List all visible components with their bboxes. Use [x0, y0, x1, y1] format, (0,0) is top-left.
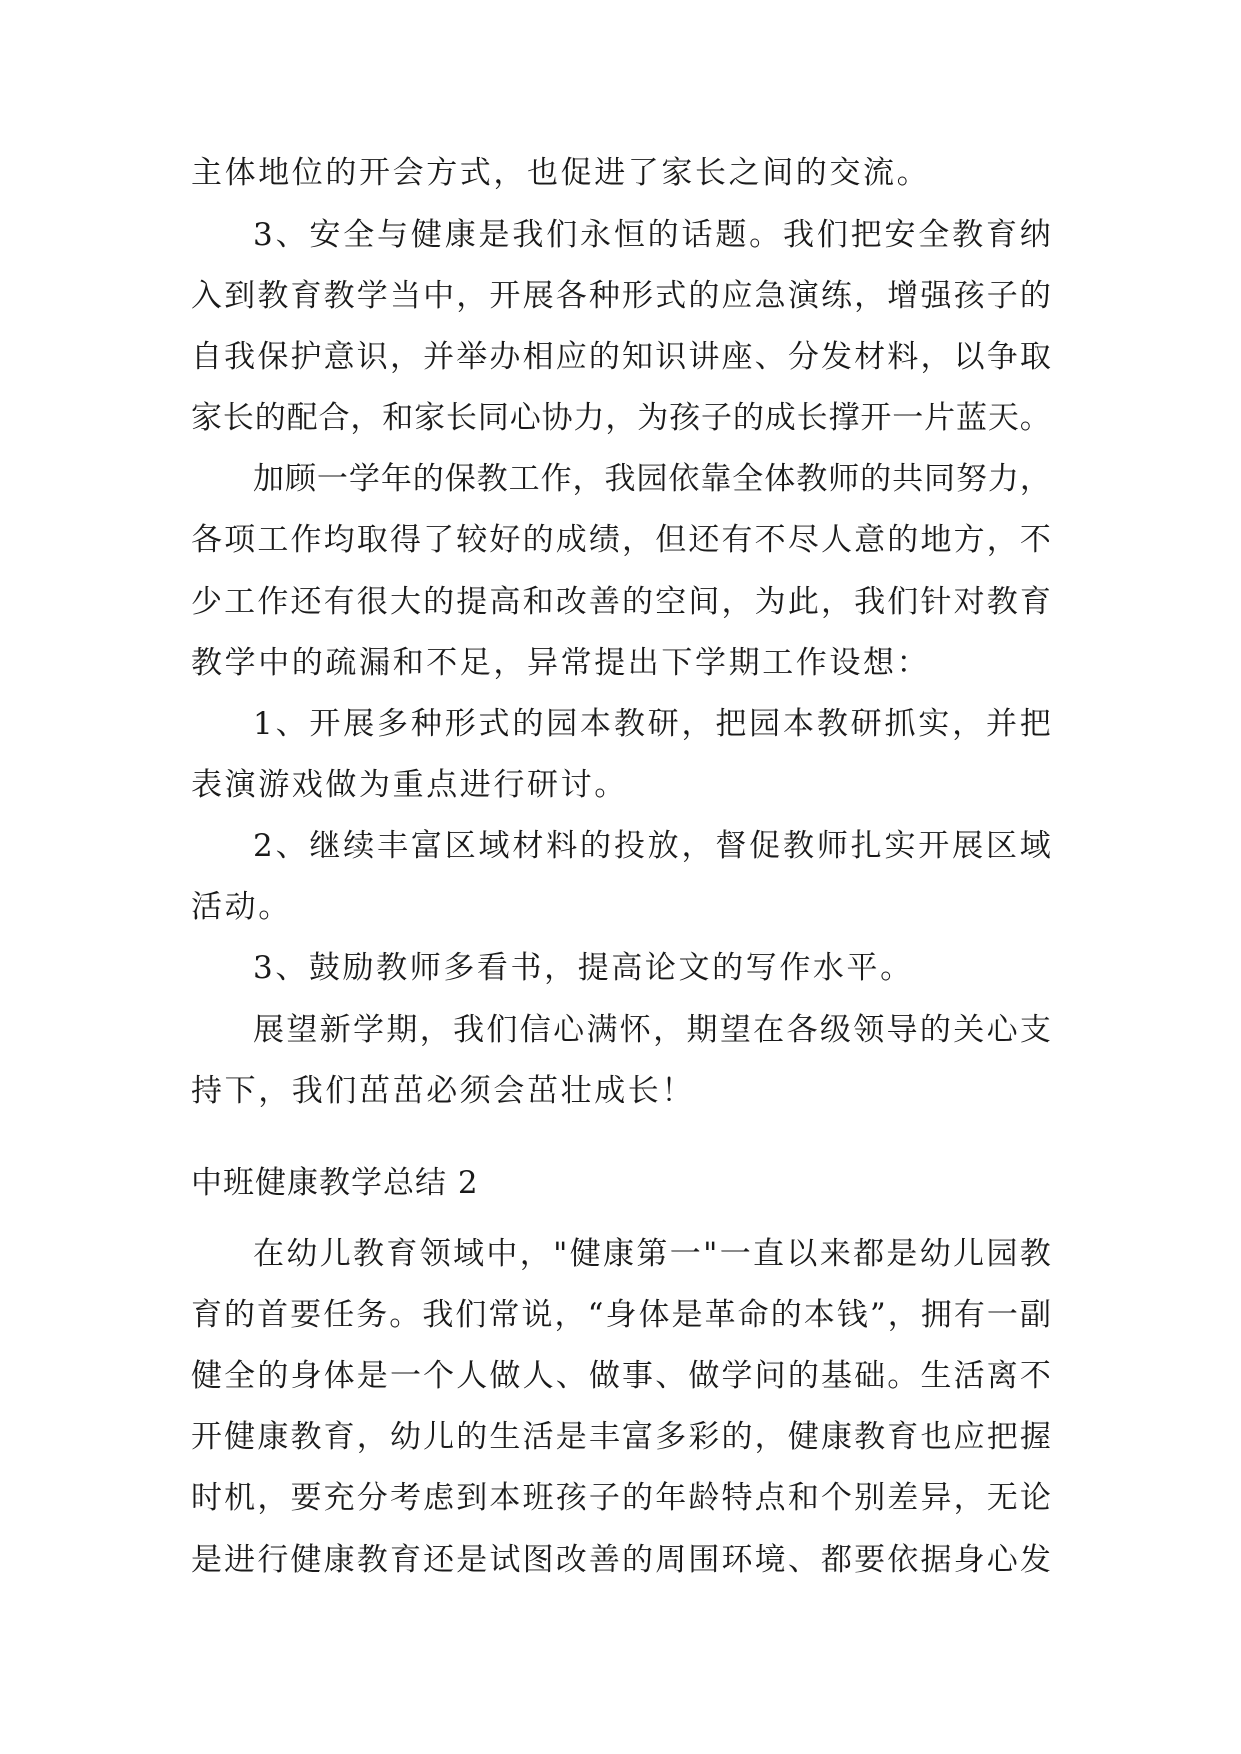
paragraph-line: 各 项 工 作 均 取 得 了 较 好 的 成 绩 ， 但 还 有 不 尽 人 意 的 地 方 ， 不 — [191, 522, 1051, 558]
paragraph-line: 育 的 首 要 任 务 。 我 们 常 说 ， “ 身 体 是 革 命 的 本 钱 ” ， 拥 有 一 副 — [191, 1297, 1051, 1333]
paragraph-line: 自 我 保 护 意 识 ， 并 举 办 相 应 的 知 识 讲 座 、 分 发 材 料 ， 以 争 取 — [191, 339, 1051, 375]
paragraph-line: 入 到 教 育 教 学 当 中 ， 开 展 各 种 形 式 的 应 急 演 练 ， 增 强 孩 子 的 — [191, 278, 1051, 314]
paragraph-line: 2 、 继 续 丰 富 区 域 材 料 的 投 放 ， 督 促 教 师 扎 实 开 展 区 域 — [253, 828, 1051, 864]
paragraph-line: 主体地位的开会方式，也促进了家长之间的交流。 — [191, 155, 931, 191]
paragraph-line: 时 机 ， 要 充 分 考 虑 到 本 班 孩 子 的 年 龄 特 点 和 个 别 差 异 ， 无 论 — [191, 1480, 1051, 1516]
paragraph-line: 家 长 的 配 合 ， 和 家 长 同 心 协 力 ， 为 孩 子 的 成 长 撑 开 一 片 蓝 天 。 — [191, 400, 1051, 436]
paragraph-line: 在 幼 儿 教 育 领 域 中 ， " 健 康 第 一 " 一 直 以 来 都 是 幼 儿 园 教 — [253, 1236, 1051, 1272]
paragraph-line: 活动。 — [191, 889, 292, 925]
paragraph-line: 是 进 行 健 康 教 育 还 是 试 图 改 善 的 周 围 环 境 、 都 要 依 据 身 心 发 — [191, 1542, 1051, 1578]
paragraph-line: 健 全 的 身 体 是 一 个 人 做 人 、 做 事 、 做 学 问 的 基 础 。 生 活 离 不 — [191, 1358, 1051, 1394]
paragraph-line: 少 工 作 还 有 很 大 的 提 高 和 改 善 的 空 间 ， 为 此 ， 我 们 针 对 教 育 — [191, 584, 1051, 620]
paragraph-line: 持下，我们茁茁必须会茁壮成长！ — [191, 1073, 695, 1109]
paragraph-line: 1 、 开 展 多 种 形 式 的 园 本 教 研 ， 把 园 本 教 研 抓 实 ， 并 把 — [253, 706, 1051, 742]
paragraph-line: 加 顾 一 学 年 的 保 教 工 作 ， 我 园 依 靠 全 体 教 师 的 共 同 努 力 ， — [253, 461, 1051, 497]
paragraph-line: 展 望 新 学 期 ， 我 们 信 心 满 怀 ， 期 望 在 各 级 领 导 的 关 心 支 — [253, 1012, 1051, 1048]
paragraph-line: 教学中的疏漏和不足，异常提出下学期工作设想： — [191, 645, 931, 681]
paragraph-line: 开 健 康 教 育 ， 幼 儿 的 生 活 是 丰 富 多 彩 的 ， 健 康 教 育 也 应 把 握 — [191, 1419, 1051, 1455]
paragraph-line: 表演游戏做为重点进行研讨。 — [191, 767, 628, 803]
section-heading: 中班健康教学总结 2 — [191, 1165, 479, 1201]
paragraph-line: 3 、 安 全 与 健 康 是 我 们 永 恒 的 话 题 。 我 们 把 安 全 教 育 纳 — [253, 217, 1051, 253]
paragraph-line: 3、鼓励教师多看书，提高论文的写作水平。 — [253, 950, 914, 986]
